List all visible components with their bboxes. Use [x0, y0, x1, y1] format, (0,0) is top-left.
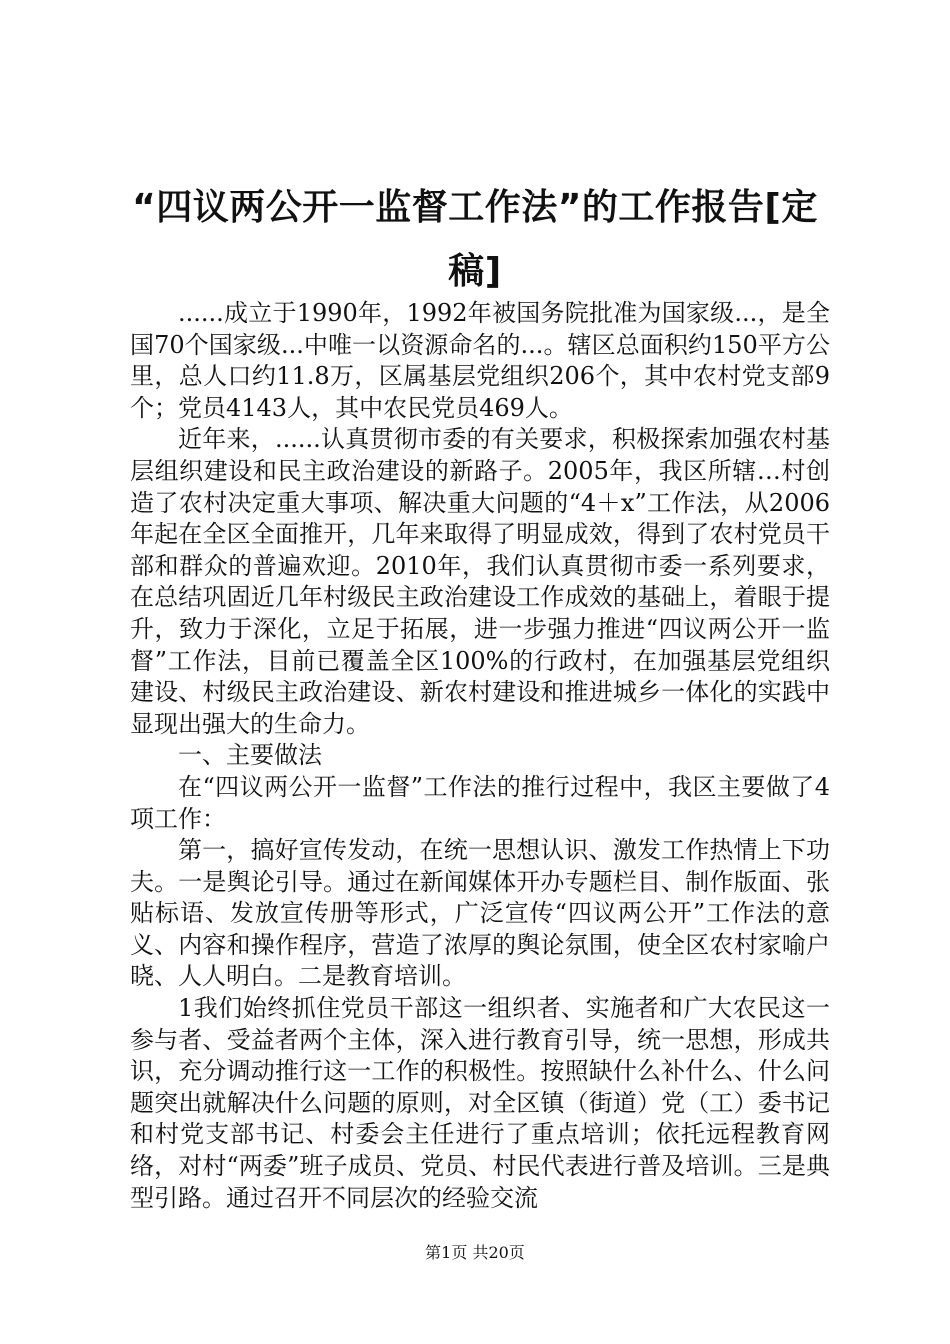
paragraph-first-measure: 第一，搞好宣传发动，在统一思想认识、激发工作热情上下功夫。一是舆论引导。通过在新闻媒体开办专题栏目、制作版面、张贴标语、发放宣传册等形式，广泛宣传“四议两公开”工作法的意义、内容和操作程序，营造了浓厚的舆论氛围，使全区农村家喻户晓、人人明白。二是教育培训。	[130, 836, 830, 991]
page-footer: 第1页 共20页	[425, 1243, 525, 1262]
paragraph-background: 近年来，......认真贯彻市委的有关要求，积极探索加强农村基层组织建设和民主政治建设的新路子。2005年，我区所辖…村创造了农村决定重大事项、解决重大问题的“4＋x”工作法，从2006年起在全区全面推开，几年来取得了明显成效，得到了农村党员干部和群众的普遍欢迎。2010年，我们认真贯彻市委一系列要求，在总结巩固近几年村级民主政治建设工作成效的基础上，着眼于提升，致力于深化，立足于拓展，进一步强力推进“四议两公开一监督”工作法，目前已覆盖全区100%的行政村，在加强基层党组织建设、村级民主政治建设、新农村建设和推进城乡一体化的实践中显现出强大的生命力。	[130, 425, 830, 738]
section-heading-main-practices: 一、主要做法	[178, 741, 322, 770]
paragraph-training: 1我们始终抓住党员干部这一组织者、实施者和广大农民这一参与者、受益者两个主体，深入进行教育引导，统一思想，形成共识，充分调动推行这一工作的积极性。按照缺什么补什么、什么问题突出就解决什么问题的原则，对全区镇（街道）党（工）委书记和村党支部书记、村委会主任进行了重点培训；依托远程教育网络，对村“两委”班子成员、党员、村民代表进行普及培训。三是典型引路。通过召开不同层次的经验交流	[130, 994, 830, 1212]
document-title: “四议两公开一监督工作法”的工作报告[定稿]	[132, 187, 818, 292]
paragraph-intro: ......成立于1990年，1992年被国务院批准为国家级...，是全国70个国家级...中唯一以资源命名的...。辖区总面积约150平方公里，总人口约11.8万，区属基层党组织206个，其中农村党支部9个；党员4143人，其中农民党员469人。	[130, 299, 830, 422]
paragraph-overview: 在“四议两公开一监督”工作法的推行过程中，我区主要做了4项工作：	[130, 772, 830, 833]
document-body	[130, 298, 830, 1214]
